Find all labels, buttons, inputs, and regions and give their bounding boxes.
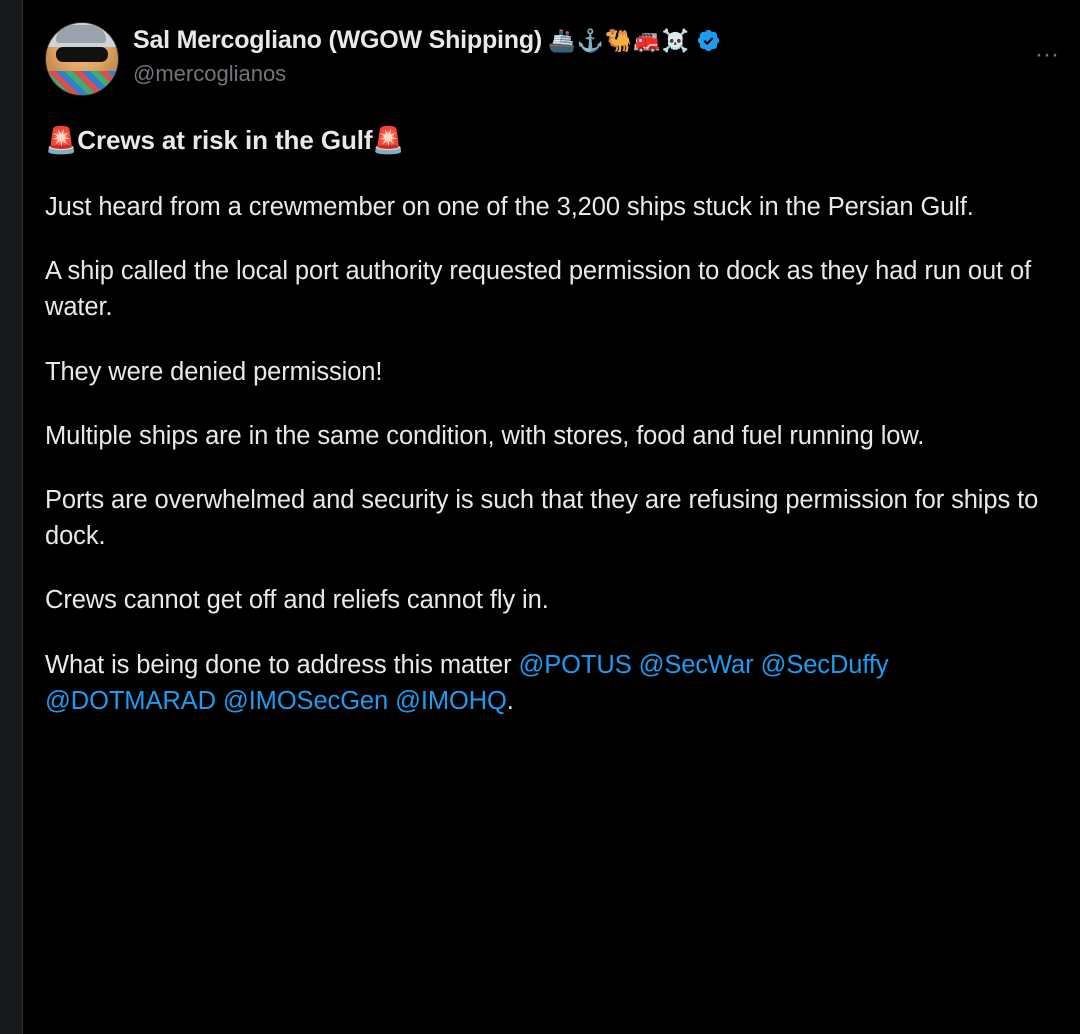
- avatar-hat-shape: [45, 22, 119, 47]
- mentions-trailing-text: .: [506, 686, 514, 715]
- mention-link-imosecgen[interactable]: @IMOSecGen: [222, 686, 389, 715]
- author-display-row: [133, 26, 721, 55]
- mentions-lead-text: What is being done to address this matter: [45, 650, 519, 679]
- mention-link-dotmarad[interactable]: @DOTMARAD: [45, 686, 216, 715]
- mention-link-secduffy[interactable]: @SecDuffy: [760, 650, 889, 679]
- author-name-emoji-icons: 🚢⚓🐫🚒☠️: [548, 27, 691, 53]
- avatar[interactable]: [45, 22, 119, 96]
- tweet-paragraph: Ports are overwhelmed and security is such that they are refusing permission for ships to dock.: [45, 485, 1039, 551]
- tweet-paragraph: They were denied permission!: [45, 357, 383, 386]
- tweet-paragraph-mentions: [45, 647, 1060, 719]
- tweet-text: [45, 122, 1060, 719]
- more-options-icon[interactable]: ···: [1035, 41, 1059, 68]
- tweet-headline: 🚨Crews at risk in the Gulf🚨: [45, 125, 405, 155]
- left-gutter-rail: [0, 0, 23, 1034]
- author-names: [133, 22, 721, 87]
- mention-link-potus[interactable]: @POTUS: [518, 650, 632, 679]
- avatar-shirt-shape: [46, 71, 118, 95]
- tweet-header: [45, 22, 1060, 96]
- tweet-paragraph: Crews cannot get off and reliefs cannot fly in.: [45, 586, 549, 615]
- tweet-content: [23, 0, 1080, 1034]
- tweet-paragraph: Just heard from a crewmember on one of the 3,200 ships stuck in the Persian Gulf.: [45, 192, 974, 221]
- mention-link-imohq[interactable]: @IMOHQ: [395, 686, 507, 715]
- author-display-name[interactable]: Sal Mercogliano (WGOW Shipping): [133, 26, 543, 54]
- author-handle[interactable]: @mercoglianos: [133, 60, 287, 86]
- tweet-paragraph: A ship called the local port authority requested permission to dock as they had run out of water.: [45, 257, 1032, 322]
- avatar-sunglasses-shape: [56, 47, 108, 62]
- verified-icon: [696, 28, 721, 53]
- mention-link-secwar[interactable]: @SecWar: [638, 650, 754, 679]
- tweet-paragraph: Multiple ships are in the same condition, with stores, food and fuel running low.: [45, 421, 925, 450]
